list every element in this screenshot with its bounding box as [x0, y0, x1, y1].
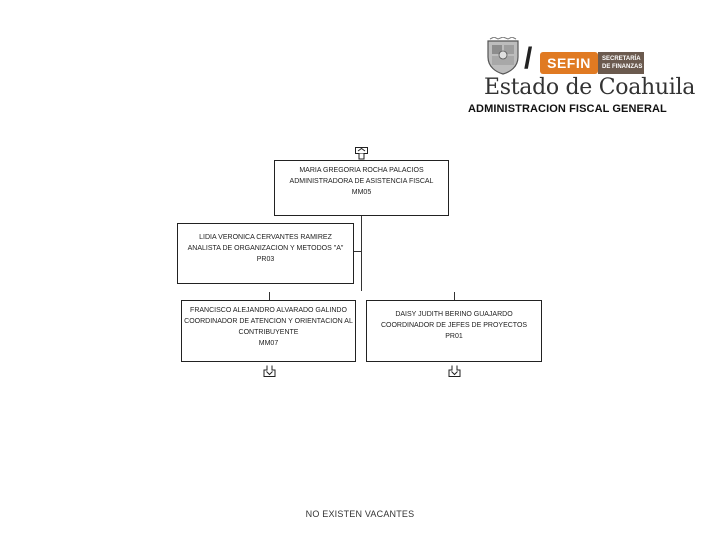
coordinador-2-name: DAISY JUDITH BERINO GUAJARDO [395, 311, 513, 318]
expand-down-icon[interactable] [448, 364, 461, 382]
sefin-logo: SEFIN [540, 52, 598, 74]
secretaria-line2: DE FINANZAS [602, 64, 643, 70]
org-box-director[interactable] [274, 160, 449, 216]
coordinador-2-title: COORDINADOR DE JEFES DE PROYECTOS [380, 322, 528, 329]
secretaria-line1: SECRETARÍA [602, 56, 641, 62]
logo-separator: / [524, 42, 533, 75]
org-box-analista[interactable] [177, 223, 354, 284]
org-box-coordinador-1[interactable] [181, 300, 356, 362]
director-title: ADMINISTRADORA DE ASISTENCIA FISCAL [289, 178, 434, 185]
analista-title: ANALISTA DE ORGANIZACION Y METODOS "A" [187, 245, 344, 252]
connector-stub-left [269, 292, 270, 300]
director-code: MM05 [351, 189, 372, 196]
admin-fiscal-title: ADMINISTRACION FISCAL GENERAL [468, 103, 667, 115]
analista-name: LIDIA VERONICA CERVANTES RAMIREZ [199, 234, 332, 241]
coordinador-1-code: MM07 [258, 340, 279, 347]
coordinador-1-title-cont: CONTRIBUYENTE [238, 329, 299, 336]
coordinador-1-name: FRANCISCO ALEJANDRO ALVARADO GALINDO [190, 307, 347, 314]
estado-title: Estado de Coahuila [484, 75, 696, 100]
director-name: MARIA GREGORIA ROCHA PALACIOS [299, 167, 424, 174]
connector-stub-right [454, 292, 455, 300]
connector-director-down [361, 216, 362, 291]
coordinador-1-title: COORDINADOR DE ATENCION Y ORIENTACION AL [184, 318, 353, 325]
expand-down-icon[interactable] [263, 364, 276, 382]
coat-of-arms-icon [484, 37, 522, 75]
connector-staff-left [354, 251, 361, 252]
org-box-coordinador-2[interactable] [366, 300, 542, 362]
vacancy-note: NO EXISTEN VACANTES [305, 509, 415, 519]
coordinador-2-code: PR01 [445, 333, 463, 340]
analista-code: PR03 [256, 256, 275, 263]
secretaria-logo [598, 52, 644, 74]
